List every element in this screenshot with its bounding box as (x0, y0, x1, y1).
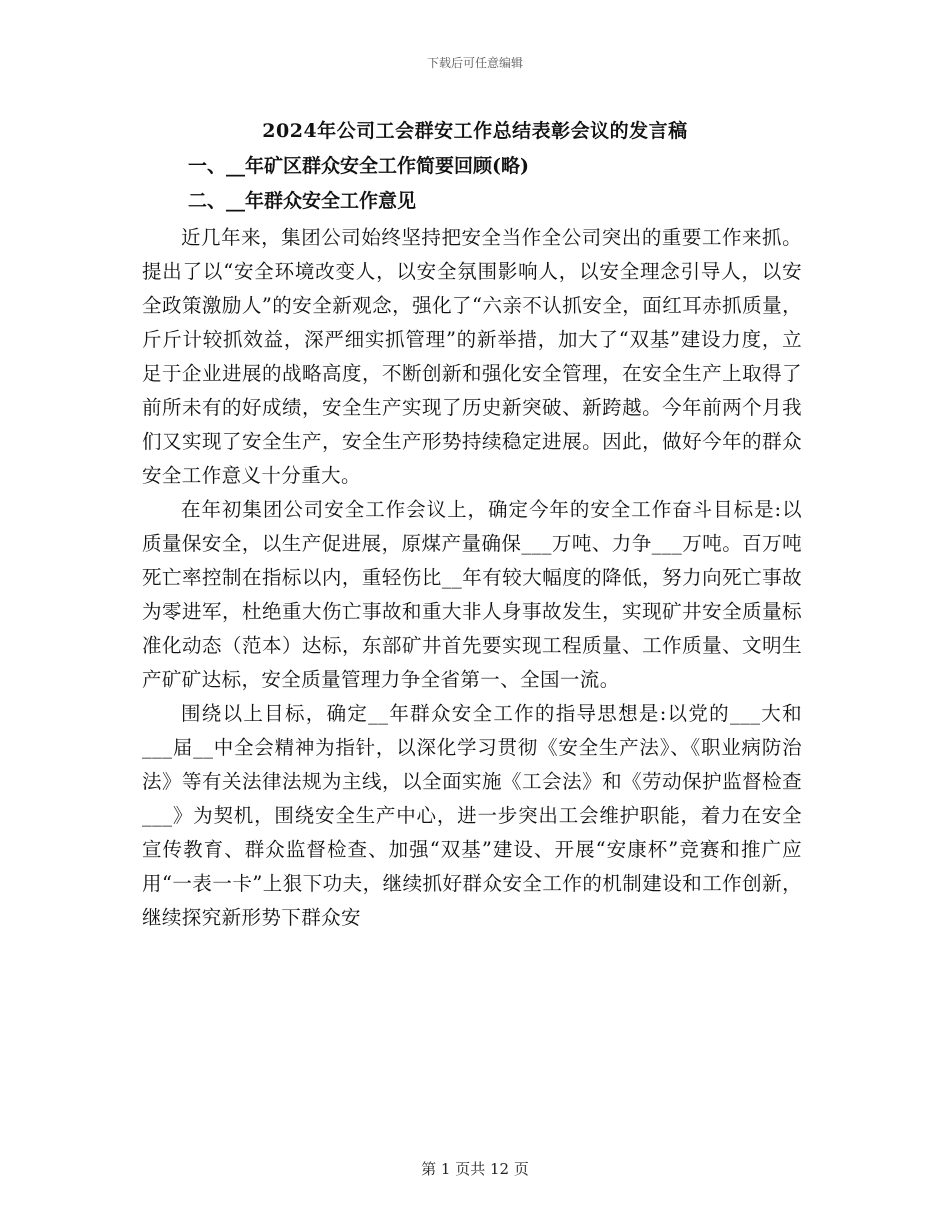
paragraph: 围绕以上目标，确定__年群众安全工作的指导思想是:以党的___大和___届__中全会精神为指针，以深化学习贯彻《安全生产法》、《职业病防治法》等有关法律法规为主线，以全面实施《工会法》和《劳动保护监督检查___》为契机，围绕安全生产中心，进一步突出工会维护职能，着力在安全宣传教育、群众监督检查、加强“双基”建设、开展“安康杯”竞赛和推广应用“一表一卡”上狠下功夫，继续抓好群众安全工作的机制建设和工作创新，继续探究新形势下群众安 (142, 702, 802, 929)
document-body (142, 221, 802, 935)
paragraph: 近几年来，集团公司始终坚持把安全当作全公司突出的重要工作来抓。提出了以“安全环境改变人，以安全氛围影响人，以安全理念引导人，以安全政策激励人”的安全新观念，强化了“六亲不认抓安全，面红耳赤抓质量，斤斤计较抓效益，深严细实抓管理”的新举措，加大了“双基”建设力度，立足于企业进展的战略高度，不断创新和强化安全管理，在安全生产上取得了前所未有的好成绩，安全生产实现了历史新突破、新跨越。今年前两个月我们又实现了安全生产，安全生产形势持续稳定进展。因此，做好今年的群众安全工作意义十分重大。 (142, 226, 802, 487)
section-heading-1: 一、__年矿区群众安全工作简要回顾(略) (188, 155, 529, 177)
paragraph: 在年初集团公司安全工作会议上，确定今年的安全工作奋斗目标是:以质量保安全，以生产促进展，原煤产量确保___万吨、力争___万吨。百万吨死亡率控制在指标以内，重轻伤比__年有较大幅度的降低，努力向死亡事故为零进军，杜绝重大伤亡事故和重大非人身事故发生，实现矿井安全质量标准化动态（范本）达标，东部矿井首先要实现工程质量、工作质量、文明生产矿矿达标，安全质量管理力争全省第一、全国一流。 (142, 498, 802, 691)
document-title: 2024年公司工会群安工作总结表彰会议的发言稿 (262, 120, 688, 142)
section-heading-2: 二、__年群众安全工作意见 (188, 190, 417, 212)
page-number-footer: 第 1 页共 12 页 (421, 1160, 529, 1178)
page-header-note: 下载后可任意编辑 (426, 56, 523, 70)
